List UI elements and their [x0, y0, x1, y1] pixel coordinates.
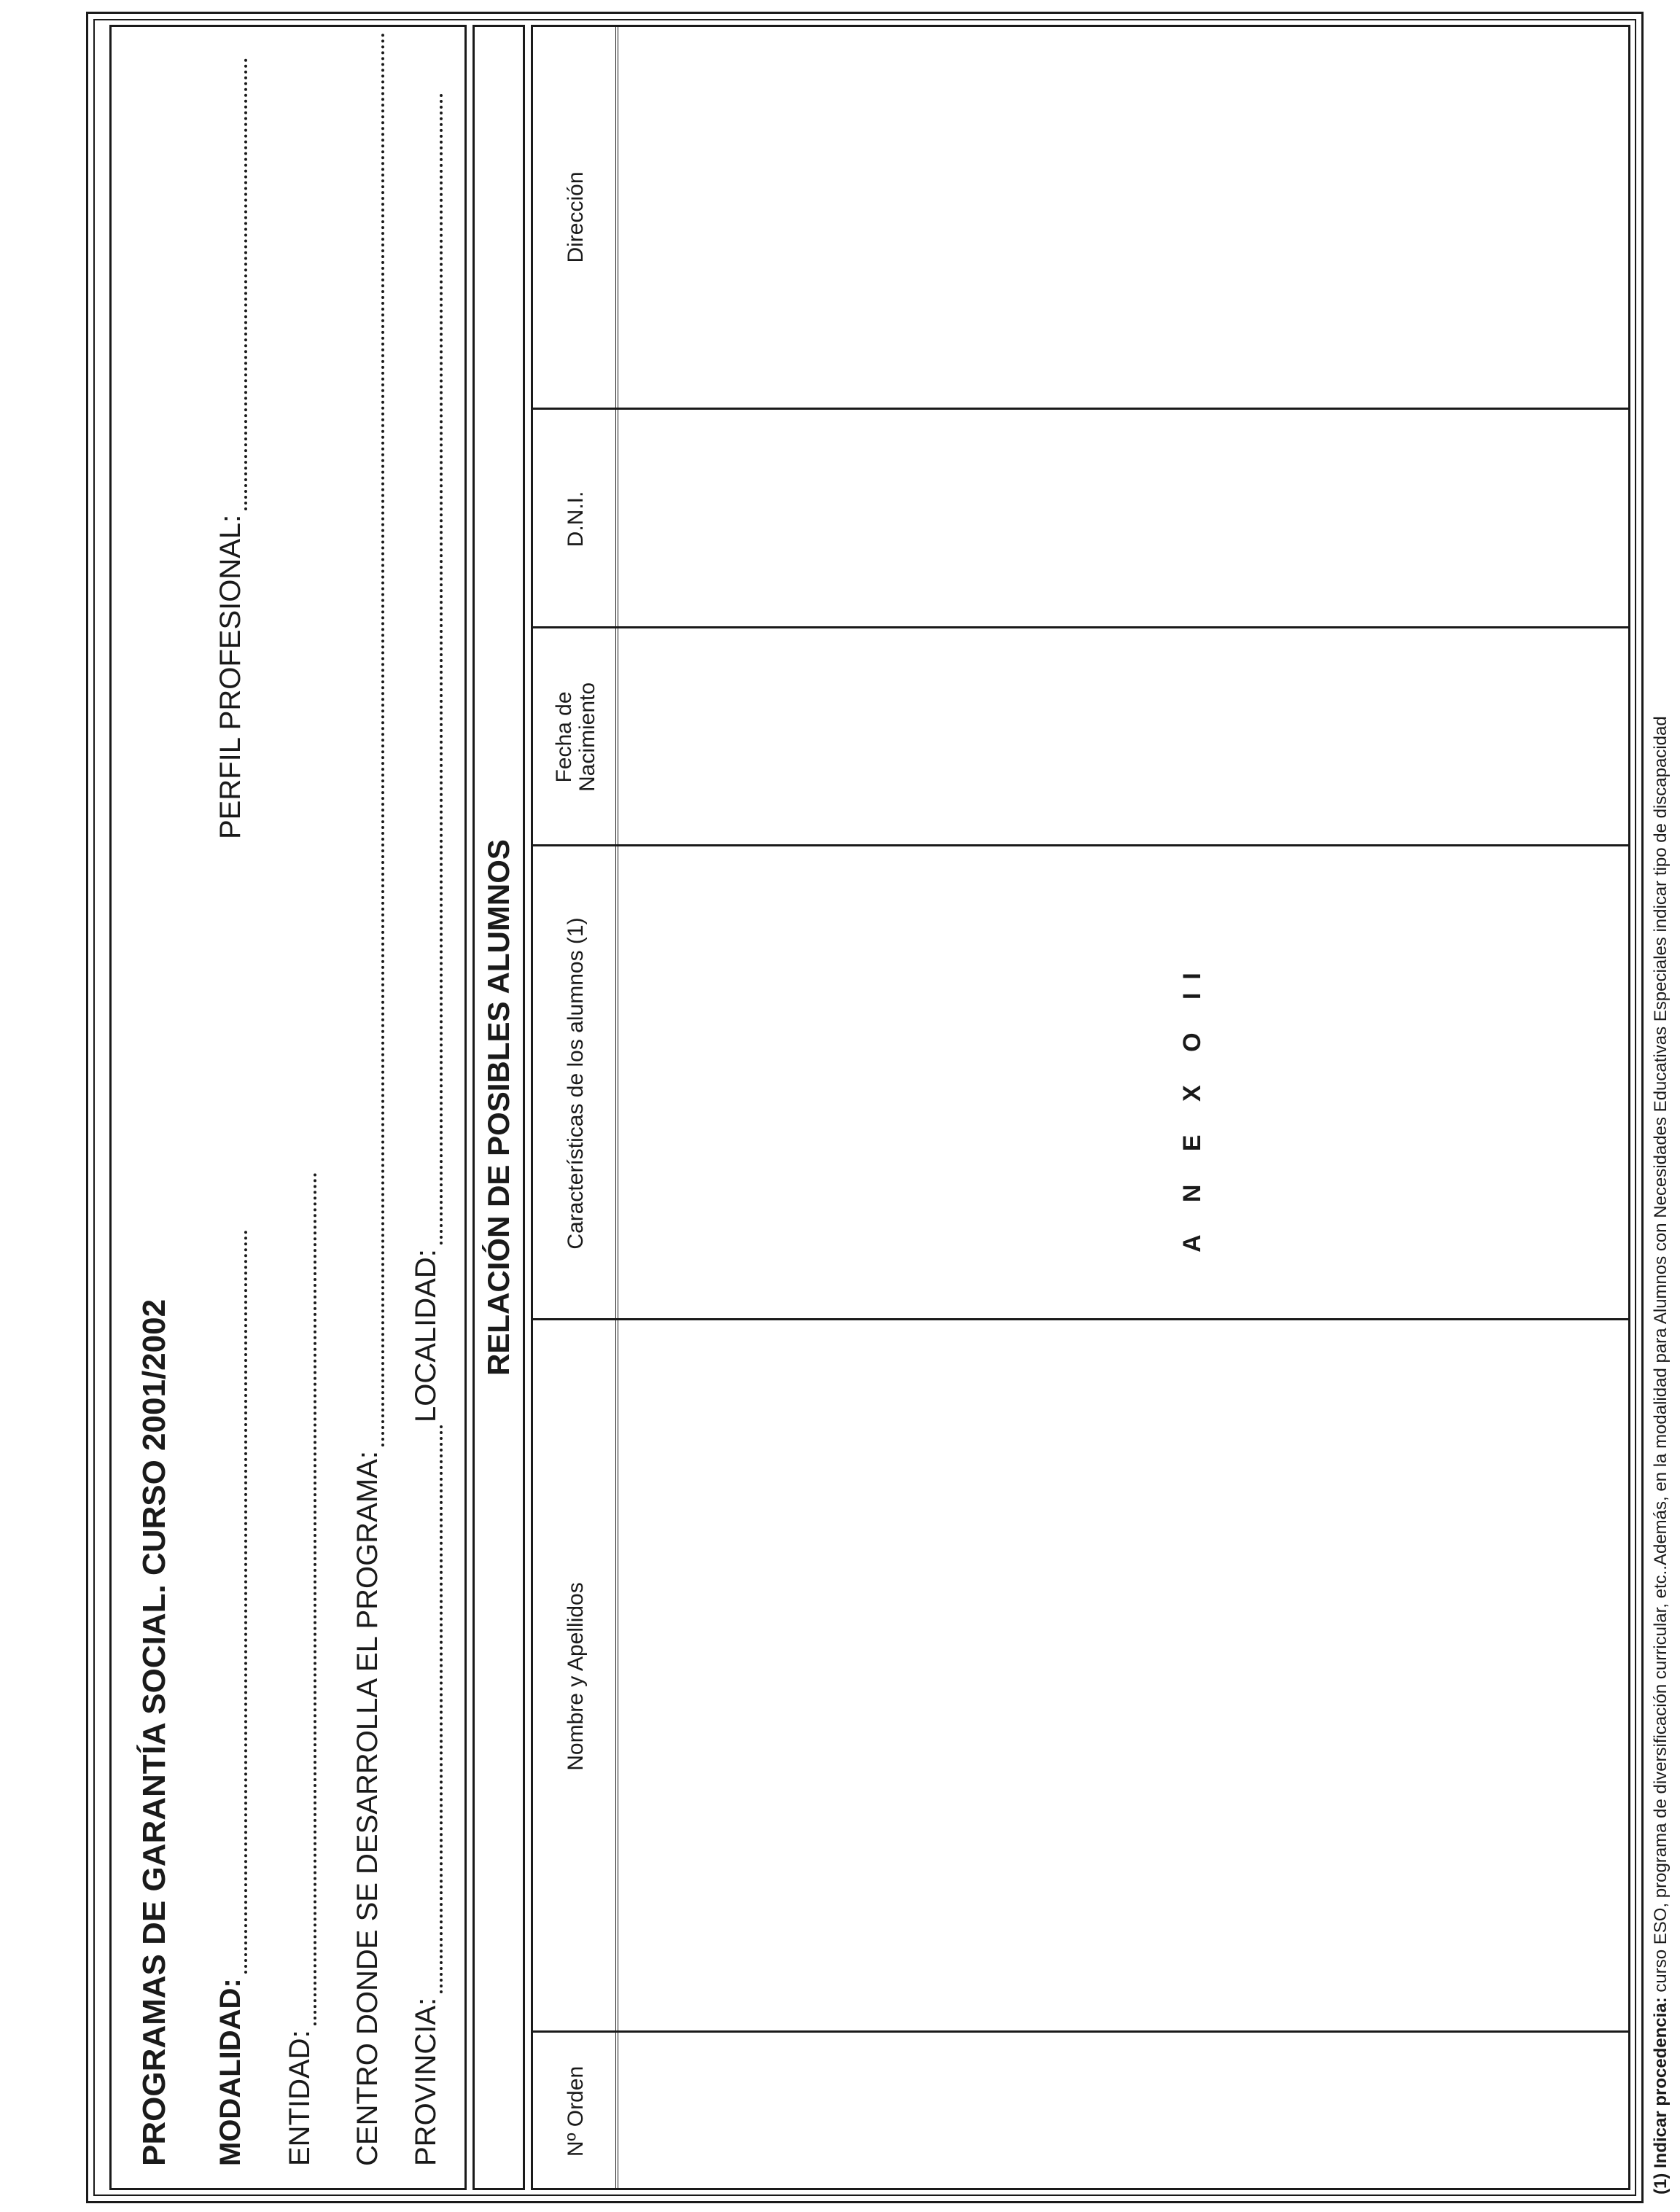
col-header-caracteristicas: Características de los alumnos (1) — [564, 917, 588, 1250]
col-separator — [531, 2030, 1630, 2033]
col-header-n-orden: Nº Orden — [564, 2065, 588, 2157]
footnote — [1651, 716, 1671, 2195]
perfil-profesional-line[interactable] — [219, 58, 247, 510]
entidad-label: ENTIDAD: — [284, 2030, 316, 2166]
modalidad-label: MODALIDAD: — [214, 1978, 246, 2166]
col-separator — [531, 1318, 1630, 1320]
col-header-dni: D.N.I. — [564, 491, 588, 548]
footnote-text: curso ESO, programa de diversificación curricular, etc..Además, en la modalidad para Alumnos con Necesidades Educativas Especiales indicar tipo de discapacidad — [1651, 716, 1671, 1998]
perfil-profesional-field[interactable] — [214, 58, 247, 839]
students-table — [531, 25, 1630, 2190]
col-separator — [531, 844, 1630, 846]
provincia-line[interactable] — [415, 1425, 443, 1993]
provincia-field[interactable] — [409, 1425, 443, 2166]
section-band — [472, 25, 525, 2190]
program-title: PROGRAMAS DE GARANTÍA SOCIAL. CURSO 2001/2002 — [136, 1298, 172, 2166]
modalidad-field[interactable] — [214, 1230, 247, 2166]
entidad-line[interactable] — [289, 1172, 316, 2025]
localidad-field[interactable] — [409, 93, 443, 1422]
col-separator — [531, 626, 1630, 628]
modalidad-line[interactable] — [219, 1230, 247, 1974]
localidad-line[interactable] — [415, 93, 443, 1245]
entidad-field[interactable] — [283, 1172, 316, 2166]
annex-title: A N E X O II — [1178, 959, 1206, 1253]
centro-label: CENTRO DONDE SE DESARROLLA EL PROGRAMA: — [351, 1451, 384, 2166]
footnote-marker: (1) Indicar procedencia: — [1651, 1997, 1671, 2195]
section-title: RELACIÓN DE POSIBLES ALUMNOS — [481, 839, 516, 1376]
centro-line[interactable] — [357, 32, 384, 1446]
col-header-direccion: Dirección — [564, 171, 588, 263]
perfil-profesional-label: PERFIL PROFESIONAL: — [214, 514, 246, 839]
col-header-fecha-nacimiento: Fecha de Nacimiento — [552, 682, 599, 792]
col-header-nombre: Nombre y Apellidos — [564, 1582, 588, 1771]
program-header-box — [109, 25, 467, 2190]
provincia-label: PROVINCIA: — [410, 1997, 442, 2166]
col-separator — [531, 408, 1630, 410]
localidad-label: LOCALIDAD: — [410, 1249, 442, 1422]
centro-field[interactable] — [351, 32, 384, 2166]
